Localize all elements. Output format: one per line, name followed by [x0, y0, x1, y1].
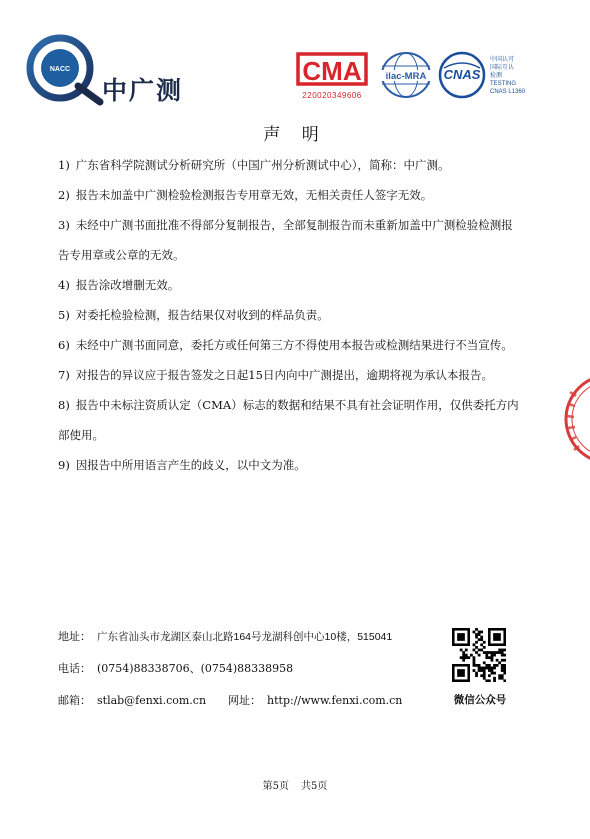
- wechat-label: 微信公众号: [453, 694, 507, 706]
- item-text: 对委托检验检测，报告结果仅对收到的样品负责。: [75, 308, 329, 322]
- item-number: 5): [58, 308, 70, 322]
- address-value: 广东省汕头市龙湖区泰山北路164号龙湖科创中心10楼，515041: [97, 631, 393, 643]
- statement-item: [58, 188, 538, 218]
- item-number: 2): [58, 188, 70, 202]
- cnas-cn-line1: 中国认可: [490, 56, 515, 63]
- item-number: 9): [58, 458, 70, 472]
- statement-item: [58, 458, 538, 488]
- cnas-logo: [438, 50, 538, 100]
- page-number: 第5页: [262, 781, 289, 792]
- cnas-cn-line3: 检测: [490, 72, 503, 79]
- item-text: 报告未加盖中广测检验检测报告专用章无效，无相关责任人签字无效。: [75, 188, 433, 202]
- cnas-text: CNAS: [443, 67, 481, 82]
- website-label: 网址：: [228, 694, 262, 707]
- statement-item: [58, 338, 538, 368]
- item-text: 报告涂改增删无效。: [75, 278, 180, 292]
- item-number: 7): [58, 368, 70, 382]
- phone-row: [58, 660, 293, 676]
- page-total: 共5页: [301, 781, 328, 792]
- statement-item: [58, 308, 538, 338]
- address-label: 地址：: [58, 630, 91, 643]
- address-row: [58, 628, 392, 644]
- seal-stamp: [560, 372, 590, 467]
- email-label: 邮箱：: [58, 694, 91, 707]
- ilac-mra-logo: [380, 50, 432, 100]
- phone-label: 电话：: [58, 662, 91, 675]
- item-text-continued: 告专用章或公章的无效。: [58, 248, 185, 262]
- cma-letters: CMA: [302, 56, 362, 86]
- cma-number: 220020349606: [302, 91, 362, 100]
- ilac-text: ilac-MRA: [385, 71, 427, 82]
- cma-logo: [292, 48, 372, 104]
- wechat-qr-code: [452, 628, 506, 682]
- email-web-row: [58, 692, 402, 708]
- item-text: 对报告的异议应于报告签发之日起15日内向中广测提出，逾期将视为承认本报告。: [75, 368, 493, 382]
- item-text: 因报告中所用语言产生的歧义，以中文为准。: [75, 458, 306, 472]
- statement-item: [58, 218, 538, 278]
- item-text: 报告中未标注资质认定（CMA）标志的数据和结果不具有社会证明作用，仅供委托方内: [75, 398, 519, 412]
- page-title: 声 明: [263, 125, 327, 145]
- statement-item: [58, 398, 538, 458]
- org-logo-badge: NACC: [49, 66, 71, 73]
- phone-value: (0754)88338706、(0754)88338958: [97, 662, 294, 675]
- org-logo: [22, 30, 202, 110]
- statement-item: [58, 368, 538, 398]
- statement-item: [58, 158, 538, 188]
- item-text: 广东省科学院测试分析研究所（中国广州分析测试中心），简称：中广测。: [75, 158, 450, 172]
- cnas-en-line1: TESTING: [490, 81, 517, 87]
- cnas-cn-line2: 国际互认: [490, 64, 515, 71]
- cnas-en-line2: CNAS L1360: [490, 89, 526, 95]
- statement-list: [58, 158, 538, 488]
- item-text-continued: 部使用。: [58, 428, 104, 442]
- item-number: 4): [58, 278, 70, 292]
- website-value: http://www.fenxi.com.cn: [267, 694, 403, 707]
- email-value: stlab@fenxi.com.cn: [97, 694, 207, 707]
- item-text: 未经中广测书面批准不得部分复制报告，全部复制报告而未重新加盖中广测检验检测报: [75, 218, 513, 232]
- item-number: 1): [58, 158, 70, 172]
- statement-item: [58, 278, 538, 308]
- org-logo-text: 中广测: [102, 76, 184, 105]
- page-footer: [0, 777, 590, 792]
- item-number: 3): [58, 218, 70, 232]
- item-number: 8): [58, 398, 70, 412]
- item-number: 6): [58, 338, 70, 352]
- item-text: 未经中广测书面同意，委托方或任何第三方不得使用本报告或检测结果进行不当宣传。: [75, 338, 513, 352]
